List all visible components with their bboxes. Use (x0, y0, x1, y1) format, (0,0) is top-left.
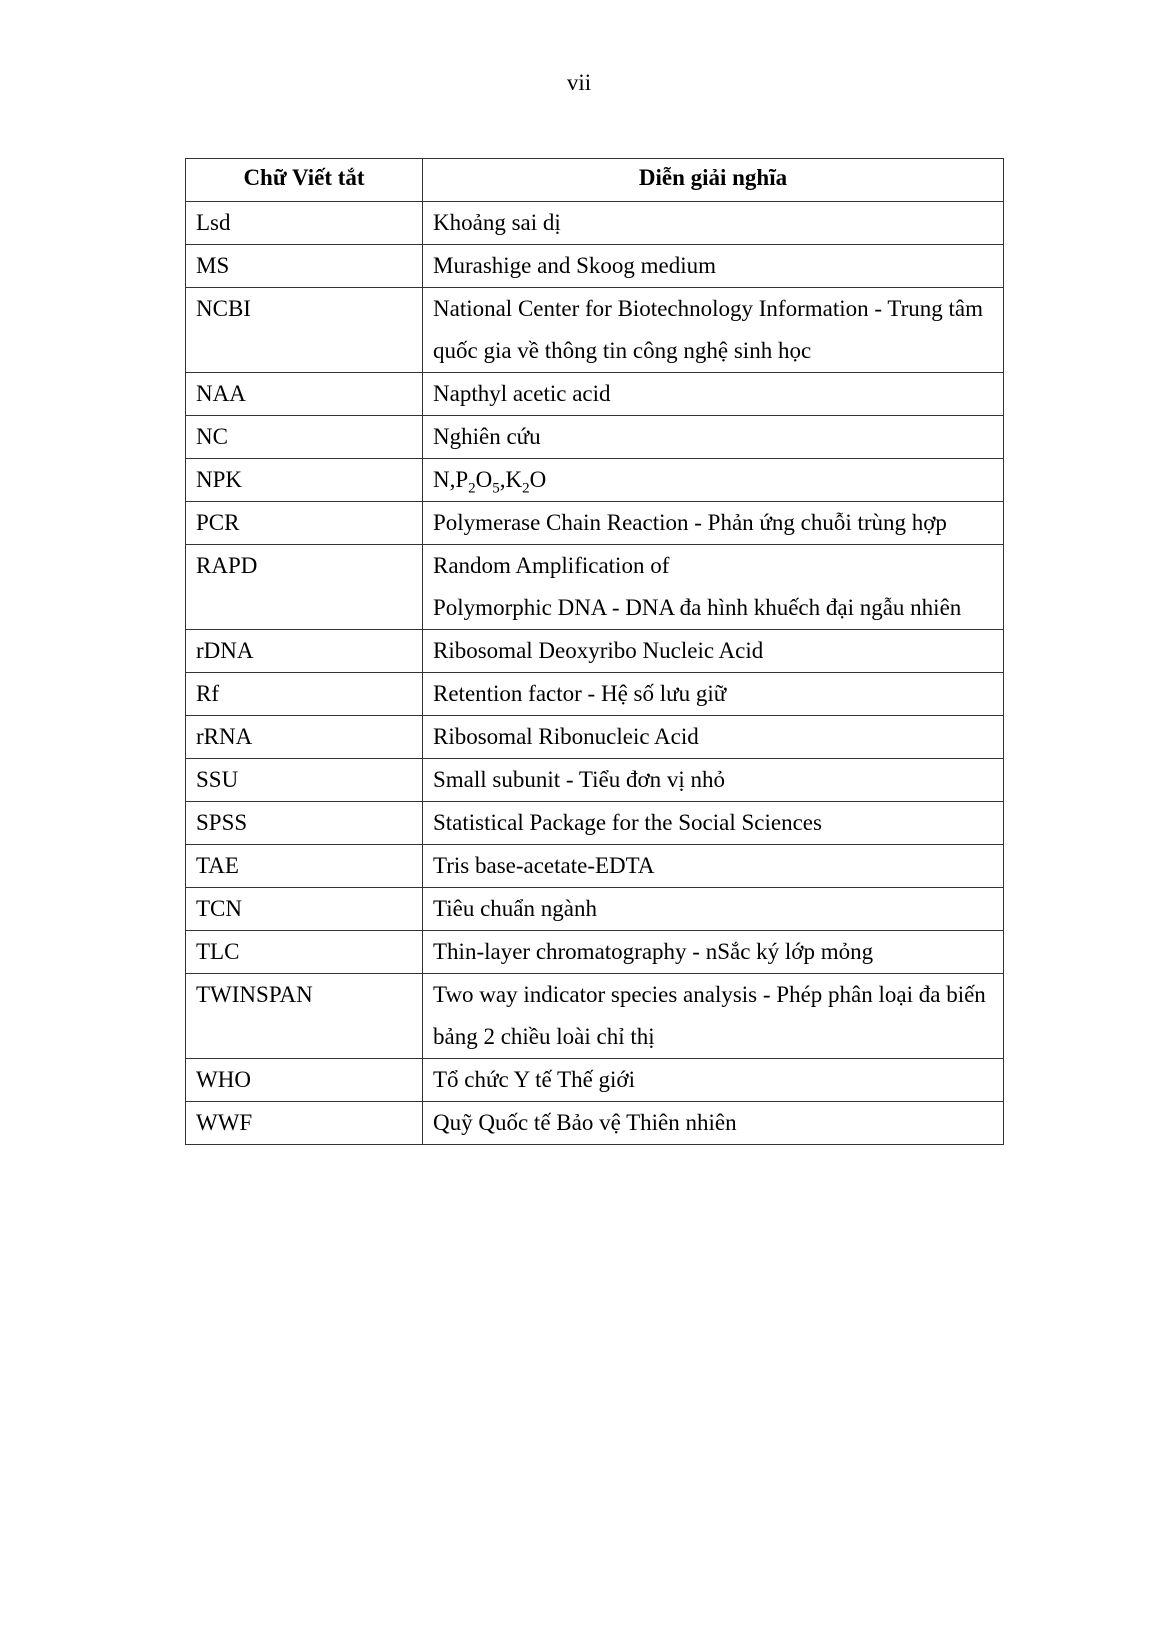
table-row (186, 802, 1004, 845)
meaning-text: Two way indicator species analysis - Phép phân loại đa biến bảng 2 chiều loài chỉ thị (433, 982, 986, 1049)
abbr-cell: WWF (186, 1102, 423, 1145)
abbr-cell: NC (186, 416, 423, 459)
formula-subscript: 5 (492, 480, 500, 497)
abbr-cell: rDNA (186, 630, 423, 673)
abbr-cell: Lsd (186, 202, 423, 245)
meaning-cell: Nghiên cứu (423, 416, 1004, 459)
table-row (186, 673, 1004, 716)
table-row (186, 202, 1004, 245)
table-row (186, 759, 1004, 802)
meaning-text: Random Amplification of Polymorphic DNA - DNA đa hình khuếch đại ngẫu nhiên (433, 553, 962, 620)
abbr-cell: WHO (186, 1059, 423, 1102)
abbr-cell: MS (186, 245, 423, 288)
abbr-cell: RAPD (186, 545, 423, 630)
meaning-cell: Polymerase Chain Reaction - Phản ứng chuỗi trùng hợp (423, 502, 1004, 545)
abbr-cell: TLC (186, 931, 423, 974)
table-row (186, 888, 1004, 931)
meaning-cell: Small subunit - Tiểu đơn vị nhỏ (423, 759, 1004, 802)
meaning-cell: Retention factor - Hệ số lưu giữ (423, 673, 1004, 716)
abbr-cell: NCBI (186, 288, 423, 373)
formula-part: O (529, 467, 547, 492)
formula-part: O (475, 467, 493, 492)
table-row (186, 373, 1004, 416)
page-number: vii (566, 70, 592, 95)
formula-part: N,P (433, 467, 469, 492)
meaning-cell: Quỹ Quốc tế Bảo vệ Thiên nhiên (423, 1102, 1004, 1145)
meaning-cell (423, 545, 1004, 630)
abbr-cell: TCN (186, 888, 423, 931)
abbr-cell: Rf (186, 673, 423, 716)
table-row (186, 630, 1004, 673)
meaning-cell (423, 288, 1004, 373)
table-row (186, 1059, 1004, 1102)
abbr-cell: rRNA (186, 716, 423, 759)
meaning-cell: Khoảng sai dị (423, 202, 1004, 245)
meaning-cell: Murashige and Skoog medium (423, 245, 1004, 288)
formula-part: ,K (499, 467, 523, 492)
table-row (186, 416, 1004, 459)
abbr-cell: NPK (186, 459, 423, 502)
abbr-cell: SSU (186, 759, 423, 802)
meaning-cell: Tris base-acetate-EDTA (423, 845, 1004, 888)
table-row (186, 245, 1004, 288)
meaning-cell: Napthyl acetic acid (423, 373, 1004, 416)
abbr-cell: PCR (186, 502, 423, 545)
meaning-cell: Thin-layer chromatography - nSắc ký lớp mỏng (423, 931, 1004, 974)
meaning-cell: Tổ chức Y tế Thế giới (423, 1059, 1004, 1102)
table-row (186, 931, 1004, 974)
header-meaning: Diễn giải nghĩa (423, 159, 1004, 202)
header-abbreviation: Chữ Viết tắt (186, 159, 423, 202)
abbr-cell: TWINSPAN (186, 974, 423, 1059)
table-row (186, 1102, 1004, 1145)
abbr-cell: SPSS (186, 802, 423, 845)
table-row (186, 545, 1004, 630)
formula-subscript: 2 (522, 480, 530, 497)
meaning-cell: Tiêu chuẩn ngành (423, 888, 1004, 931)
formula-subscript: 2 (468, 480, 476, 497)
abbr-cell: TAE (186, 845, 423, 888)
meaning-cell: Ribosomal Deoxyribo Nucleic Acid (423, 630, 1004, 673)
table-row (186, 845, 1004, 888)
table-row (186, 716, 1004, 759)
meaning-cell (423, 459, 1004, 502)
meaning-cell: Statistical Package for the Social Sciences (423, 802, 1004, 845)
table-header-row (186, 159, 1004, 202)
abbreviations-table (185, 158, 1004, 1145)
meaning-cell: Ribosomal Ribonucleic Acid (423, 716, 1004, 759)
meaning-text: National Center for Biotechnology Information - Trung tâm quốc gia về thông tin công nghệ sinh học (433, 296, 983, 363)
abbr-cell: NAA (186, 373, 423, 416)
meaning-cell (423, 974, 1004, 1059)
table-row (186, 502, 1004, 545)
table-row (186, 974, 1004, 1059)
table-row (186, 288, 1004, 373)
table-row (186, 459, 1004, 502)
